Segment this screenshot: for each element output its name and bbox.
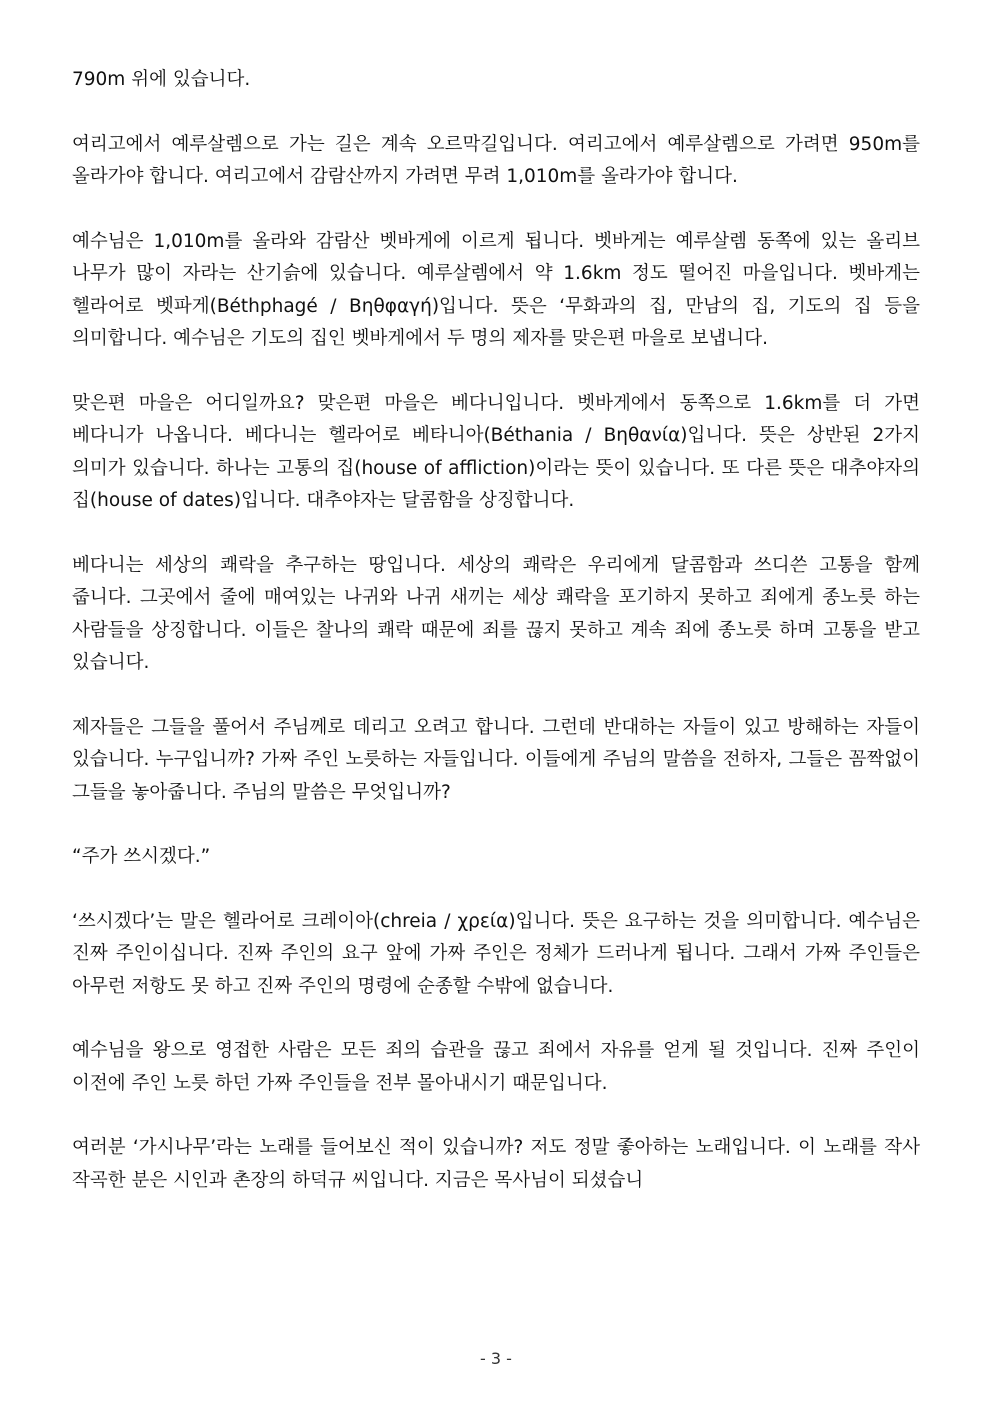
paragraph: ‘쓰시겠다’는 말은 헬라어로 크레이아(chreia / χρεία)입니다. 뜻은 요구하는 것을 의미합니다. 예수님은 진짜 주인이십니다. 진짜 주인의 요구 앞에 가짜 주인은 정체가 드러나게 됩니다. 그래서 가짜 주인들은 아무런 저항도 못 하고 진짜 주인의 명령에 순종할 수밖에 없습니다. xyxy=(72,910,920,997)
paragraph: 제자들은 그들을 풀어서 주님께로 데리고 오려고 합니다. 그런데 반대하는 자들이 있고 방해하는 자들이 있습니다. 누구입니까? 가짜 주인 노릇하는 자들입니다. 이들에게 주님의 말씀을 전하자, 그들은 꼼짝없이 그들을 놓아줍니다. 주님의 말씀은 무엇입니까? xyxy=(72,716,920,803)
page-number: - 3 - xyxy=(480,1349,512,1368)
quote-paragraph: “주가 쓰시겠다.” xyxy=(72,846,211,867)
document-body xyxy=(72,64,920,1229)
paragraph: 여리고에서 예루살렘으로 가는 길은 계속 오르막길입니다. 여리고에서 예루살렘으로 가려면 950m를 올라가야 합니다. 여리고에서 감람산까지 가려면 무려 1,010m를 올라가야 합니다. xyxy=(72,133,920,187)
paragraph: 여러분 ‘가시나무’라는 노래를 들어보신 적이 있습니까? 저도 정말 좋아하는 노래입니다. 이 노래를 작사 작곡한 분은 시인과 촌장의 하덕규 씨입니다. 지금은 목사님이 되셨습니 xyxy=(72,1137,920,1191)
paragraph: 예수님은 1,010m를 올라와 감람산 벳바게에 이르게 됩니다. 벳바게는 예루살렘 동쪽에 있는 올리브 나무가 많이 자라는 산기슭에 있습니다. 예루살렘에서 약 1.6km 정도 떨어진 마을입니다. 벳바게는 헬라어로 벳파게(Béthphagé / Βηθφαγή)입니다. 뜻은 ‘무화과의 집, 만남의 집, 기도의 집 등을 의미합니다. 예수님은 기도의 집인 벳바게에서 두 명의 제자를 맞은편 마을로 보냅니다. xyxy=(72,230,920,349)
paragraph: 맞은편 마을은 어디일까요? 맞은편 마을은 베다니입니다. 벳바게에서 동쪽으로 1.6km를 더 가면 베다니가 나옵니다. 베다니는 헬라어로 베타니아(Béthania / Βηθανία)입니다. 뜻은 상반된 2가지 의미가 있습니다. 하나는 고통의 집(house of affliction)이라는 뜻이 있습니다. 또 다른 뜻은 대추야자의 집(house of dates)입니다. 대추야자는 달콤함을 상징합니다. xyxy=(72,392,920,511)
paragraph: 예수님을 왕으로 영접한 사람은 모든 죄의 습관을 끊고 죄에서 자유를 얻게 될 것입니다. 진짜 주인이 이전에 주인 노릇 하던 가짜 주인들을 전부 몰아내시기 때문입니다. xyxy=(72,1040,920,1094)
paragraph: 베다니는 세상의 쾌락을 추구하는 땅입니다. 세상의 쾌락은 우리에게 달콤함과 쓰디쓴 고통을 함께 줍니다. 그곳에서 줄에 매여있는 나귀와 나귀 새끼는 세상 쾌락을 포기하지 못하고 죄에게 종노릇 하는 사람들을 상징합니다. 이들은 찰나의 쾌락 때문에 죄를 끊지 못하고 계속 죄에 종노릇 하며 고통을 받고 있습니다. xyxy=(72,554,920,673)
paragraph: 790m 위에 있습니다. xyxy=(72,69,251,90)
